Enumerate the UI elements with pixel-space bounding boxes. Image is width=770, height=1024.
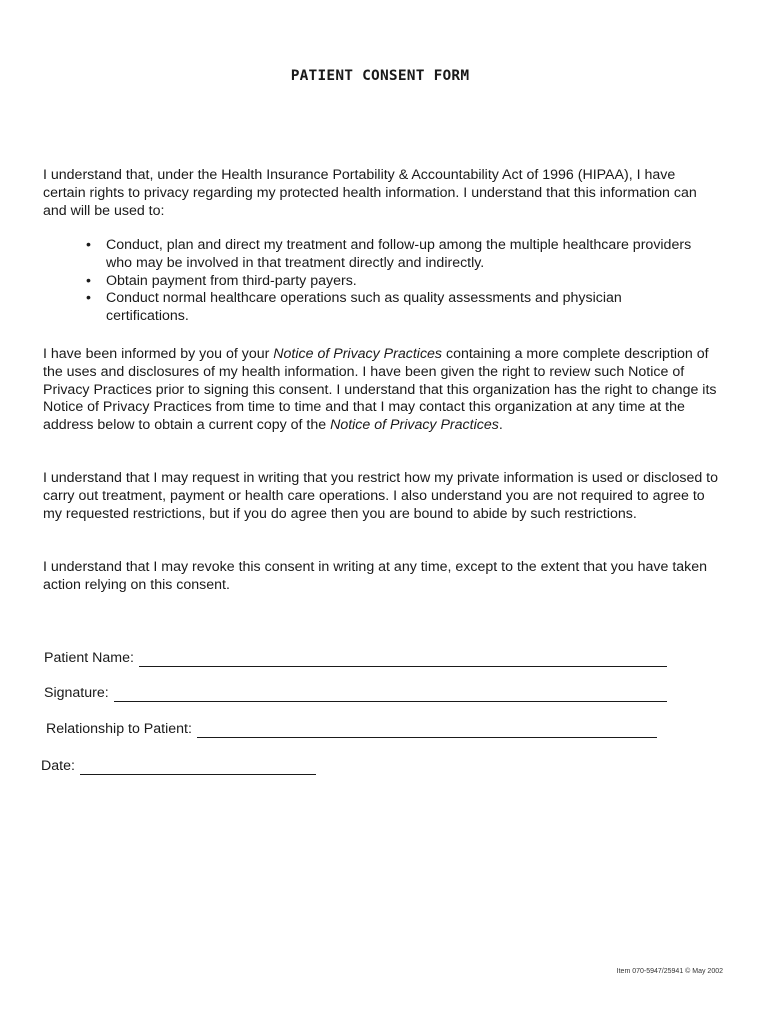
restriction-paragraph: I understand that I may request in writing that you restrict how my private information is used or disclosed to carry out treatment, payment or health care operations. I also understand you are not required to agree to my requested restrictions, but if you do agree then you are bound to abide by such restrictions. — [43, 470, 719, 522]
privacy-text: . — [498, 417, 503, 434]
patient-name-line[interactable] — [139, 652, 667, 667]
intro-paragraph: I understand that, under the Health Insurance Portability & Accountability Act of 1996 (HIPAA), I have certain rights to privacy regarding my protected health information. I understand that this information can and will be used to: — [43, 167, 697, 219]
revoke-paragraph: I understand that I may revoke this consent in writing at any time, except to the extent that you have taken action relying on this consent. — [43, 559, 708, 593]
date-line[interactable] — [80, 760, 316, 775]
privacy-notice-paragraph — [43, 346, 721, 435]
relationship-line[interactable] — [197, 723, 657, 738]
list-item: • Obtain payment from third-party payers. — [82, 273, 702, 291]
privacy-text: containing a more complete description of the uses and disclosures of my health information. I have been given the right to review such Notice of Privacy Practices prior to signing this consent. I understand that this organization has the right to change its Notice of Privacy Practices from time to time and that I may contact this organization at any time at the address below to obtain a current copy of the — [43, 346, 717, 434]
patient-name-field — [44, 649, 667, 667]
item-footer: Item 070-5947/25941 © May 2002 — [616, 968, 723, 975]
relationship-label: Relationship to Patient: — [46, 721, 192, 737]
date-label: Date: — [41, 758, 75, 774]
relationship-field — [46, 720, 657, 738]
signature-label: Signature: — [44, 685, 109, 701]
form-title: PATIENT CONSENT FORM — [290, 68, 470, 84]
signature-line[interactable] — [114, 687, 667, 702]
privacy-text: I have been informed by you of your — [43, 346, 274, 362]
list-item: • Conduct, plan and direct my treatment and follow-up among the multiple healthcare providers who may be involved in that treatment directly and indirectly. — [82, 237, 702, 273]
usage-list — [82, 237, 702, 326]
notice-title-italic: Notice of Privacy Practices — [273, 346, 443, 362]
notice-title-italic: Notice of Privacy Practices — [330, 417, 499, 434]
date-field — [41, 757, 316, 775]
list-item: • Conduct normal healthcare operations such as quality assessments and physician certifications. — [82, 290, 702, 326]
signature-field — [44, 684, 667, 702]
patient-name-label: Patient Name: — [44, 650, 134, 666]
